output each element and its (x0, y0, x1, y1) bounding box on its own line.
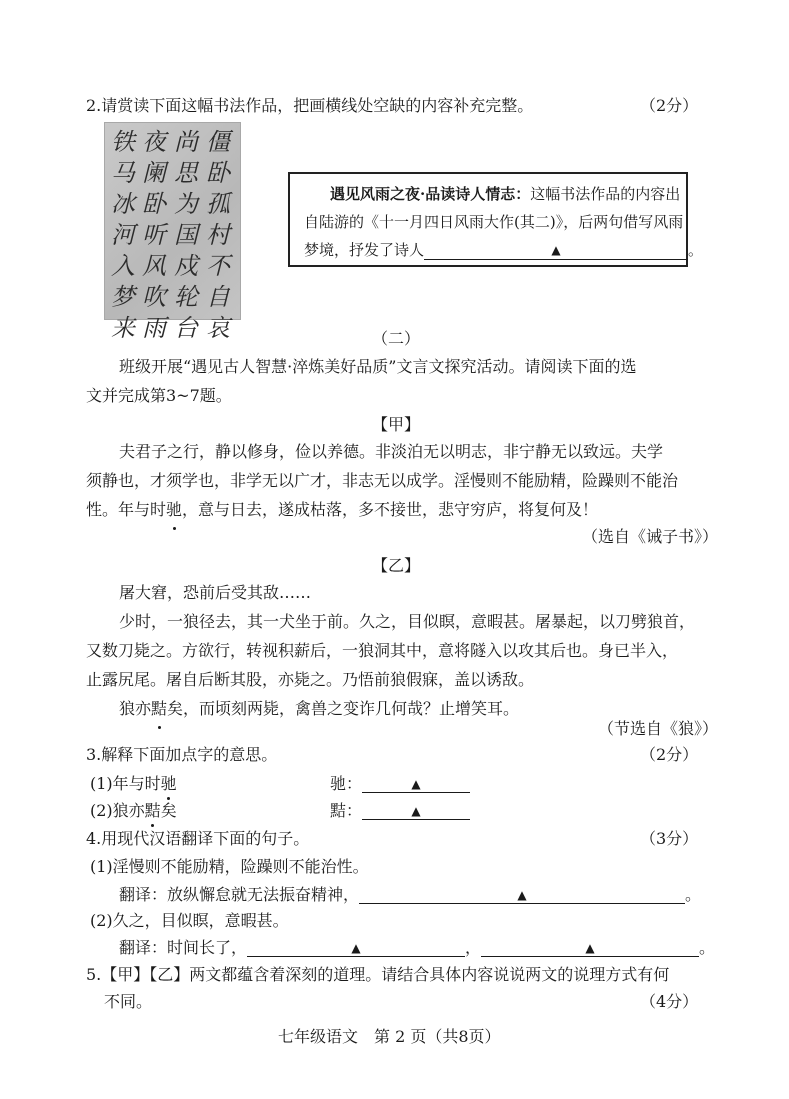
triangle-marker-icon: ▲ (517, 888, 527, 902)
q4-blank-1[interactable] (359, 885, 685, 904)
calligraphy-image (104, 122, 241, 342)
triangle-marker-icon: ▲ (351, 941, 361, 955)
q3-item2: (2)狼亦黠矣 (90, 798, 177, 821)
dotted-char-chi-q3: 驰 (161, 771, 177, 794)
q3-item2-answer: 黠： ▲ (330, 798, 470, 821)
passage-yi-label: 【乙】 (372, 556, 421, 575)
q2-box-line1: 这幅书法作品的内容出 (530, 185, 681, 203)
dotted-char-chi: 驰 (166, 495, 182, 524)
q4-sentence-1: (1)淫慢则不能励精，险躁则不能治性。 (90, 857, 369, 876)
calligraphy-column-2: 尚思为国戍轮台 (174, 128, 198, 342)
passage-yi-line3: 又数刀毙之。方欲行，转视积薪后，一狼洞其中，意将隧入以攻其后也。身已半入， (86, 641, 679, 660)
q4-blank-3[interactable] (481, 938, 699, 957)
triangle-marker-icon: ▲ (411, 777, 421, 791)
calligraphy-column-4: 铁马冰河入梦来 (111, 128, 135, 342)
page-footer: 七年级语文 第 2 页（共8页） (278, 1027, 501, 1046)
passage-yi-line2: 少时，一狼径去，其一犬坐于前。久之，目似瞑，意暇甚。屠暴起，以刀劈狼首， (119, 612, 696, 631)
section-intro-line1: 班级开展“遇见古人智慧·淬炼美好品质”文言文探究活动。请阅读下面的选 (119, 357, 637, 376)
passage-yi-line1: 屠大窘，恐前后受其敌…… (119, 583, 312, 602)
q2-answer-blank[interactable] (424, 241, 688, 260)
q4-title: 4.用现代汉语翻译下面的句子。 (86, 829, 310, 848)
q3-item1: (1)年与时驰 (90, 771, 177, 794)
q5-line2: 不同。 (104, 992, 153, 1011)
q3-blank-2[interactable] (362, 801, 470, 820)
q4-blank-2[interactable] (247, 938, 465, 957)
q2-box-line3-prefix: 梦境，抒发了诗人 (304, 241, 425, 259)
q5-line1: 5.【甲】【乙】两文都蕴含着深刻的道理。请结合具体内容说说两文的说理方式有何 (86, 965, 670, 984)
q3-title: 3.解释下面加点字的意思。 (86, 745, 278, 764)
q2-score: （2分） (640, 96, 699, 115)
triangle-marker-icon: ▲ (585, 941, 595, 955)
dotted-char-xia-q3: 黠 (145, 798, 161, 821)
passage-jia-line3: 性。年与时驰，意与日去，遂成枯落，多不接世，悲守穷庐，将复何及！ (86, 495, 598, 524)
calligraphy-column-3: 夜阑卧听风吹雨 (142, 128, 166, 342)
q3-score: （2分） (640, 745, 699, 764)
calligraphy-column-1: 僵卧孤村不自哀 (206, 128, 230, 342)
q4-translation-1: 翻译：放纵懈怠就无法振奋精神， ▲ 。 (119, 885, 702, 904)
triangle-marker-icon: ▲ (551, 243, 561, 257)
passage-jia-line1: 夫君子之行，静以修身，俭以养德。非淡泊无以明志，非宁静无以致远。夫学 (119, 442, 664, 461)
passage-jia-label: 【甲】 (372, 415, 421, 434)
passage-jia-line2: 须静也，才须学也，非学无以广才，非志无以成学。淫慢则不能励精，险躁则不能治 (86, 471, 679, 490)
q2-box-heading: 遇见风雨之夜·品读诗人情志： (330, 185, 531, 203)
q2-info-box (288, 172, 704, 267)
passage-yi-line4: 止露尻尾。屠自后断其股，亦毙之。乃悟前狼假寐，盖以诱敌。 (86, 670, 535, 689)
triangle-marker-icon: ▲ (411, 804, 421, 818)
section-heading: （二） (372, 329, 421, 348)
passage-yi-line5: 狼亦黠矣，而顷刻两毙，禽兽之变诈几何哉？止增笑耳。 (119, 694, 519, 723)
section-intro-line2: 文并完成第3~7题。 (86, 386, 232, 405)
passage-jia-source: （选自《诫子书》） (582, 527, 719, 546)
q5-score: （4分） (640, 992, 699, 1011)
passage-yi-source: （节选自《狼》） (598, 719, 719, 738)
q2-title: 2.请赏读下面这幅书法作品，把画横线处空缺的内容补充完整。 (86, 96, 534, 115)
q4-score: （3分） (640, 829, 699, 848)
q3-blank-1[interactable] (362, 774, 470, 793)
q4-translation-2: 翻译：时间长了， ▲ ， ▲ 。 (119, 938, 716, 957)
q3-item1-answer: 驰： ▲ (330, 771, 470, 794)
q2-box-line3-suffix: 。 (688, 241, 704, 259)
q4-sentence-2: (2)久之，目似瞑，意暇甚。 (90, 911, 289, 930)
q2-box-line2: 自陆游的《十一月四日风雨大作(其二)》，后两句借写风雨 (304, 213, 684, 231)
dotted-char-xia: 黠 (151, 694, 167, 723)
